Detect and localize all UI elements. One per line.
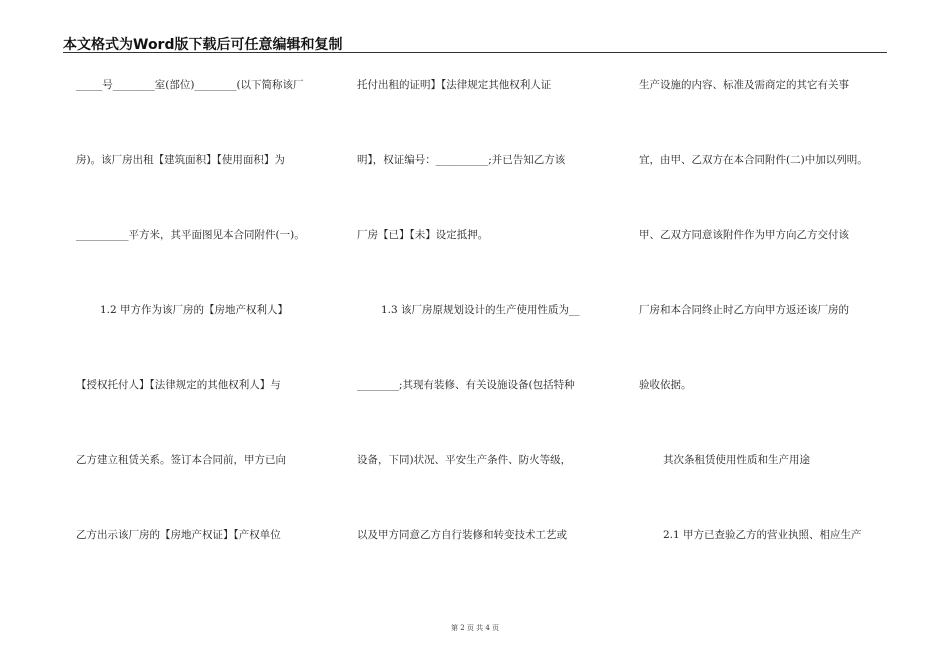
header-divider — [63, 52, 887, 53]
text-line: 2.1 甲方已查验乙方的营业执照、相应生产 — [663, 529, 862, 541]
document-header-title: 本文格式为Word版下载后可任意编辑和复制 — [63, 37, 343, 53]
text-line: 托付出租的证明】【法律规定其他权利人证 — [357, 79, 552, 91]
text-line: 乙方出示该厂房的【房地产权证】【产权单位 — [76, 529, 281, 541]
section-heading: 其次条租赁使用性质和生产用途 — [663, 454, 810, 466]
text-line: 宜，由甲、乙双方在本合同附件(二)中加以列明。 — [639, 154, 868, 166]
text-line: 设备，下同)状况、平安生产条件、防火等级， — [357, 454, 572, 466]
text-line: 房)。该厂房出租【建筑面积】【使用面积】为 — [76, 154, 285, 166]
page-number-footer: 第 2 页 共 4 页 — [450, 624, 500, 632]
text-line: 1.2 甲方作为该厂房的【房地产权利人】 — [100, 304, 289, 316]
text-line: 甲、乙双方同意该附件作为甲方向乙方交付该 — [639, 229, 849, 241]
text-line: _____号________室(部位)________(以下简称该厂 — [76, 79, 304, 91]
text-line: 乙方建立租赁关系。签订本合同前，甲方已向 — [76, 454, 286, 466]
text-line: 以及甲方同意乙方自行装修和转变技术工艺或 — [357, 529, 567, 541]
text-line: 【授权托付人】【法律规定的其他权利人】与 — [76, 379, 281, 391]
text-line: __________平方米，其平面图见本合同附件(一)。 — [76, 229, 305, 241]
text-line: 明】，权证编号：__________;并已告知乙方该 — [357, 154, 566, 166]
text-line: 1.3 该厂房原规划设计的生产使用性质为__ — [381, 304, 580, 316]
text-line: 厂房【已】【未】设定抵押。 — [357, 229, 489, 241]
text-line: 验收依据。 — [639, 379, 692, 391]
text-line: 生产设施的内容、标准及需商定的其它有关事 — [639, 79, 849, 91]
text-line: 厂房和本合同终止时乙方向甲方返还该厂房的 — [639, 304, 849, 316]
text-line: ________;其现有装修、有关设施设备(包括特种 — [357, 379, 575, 391]
